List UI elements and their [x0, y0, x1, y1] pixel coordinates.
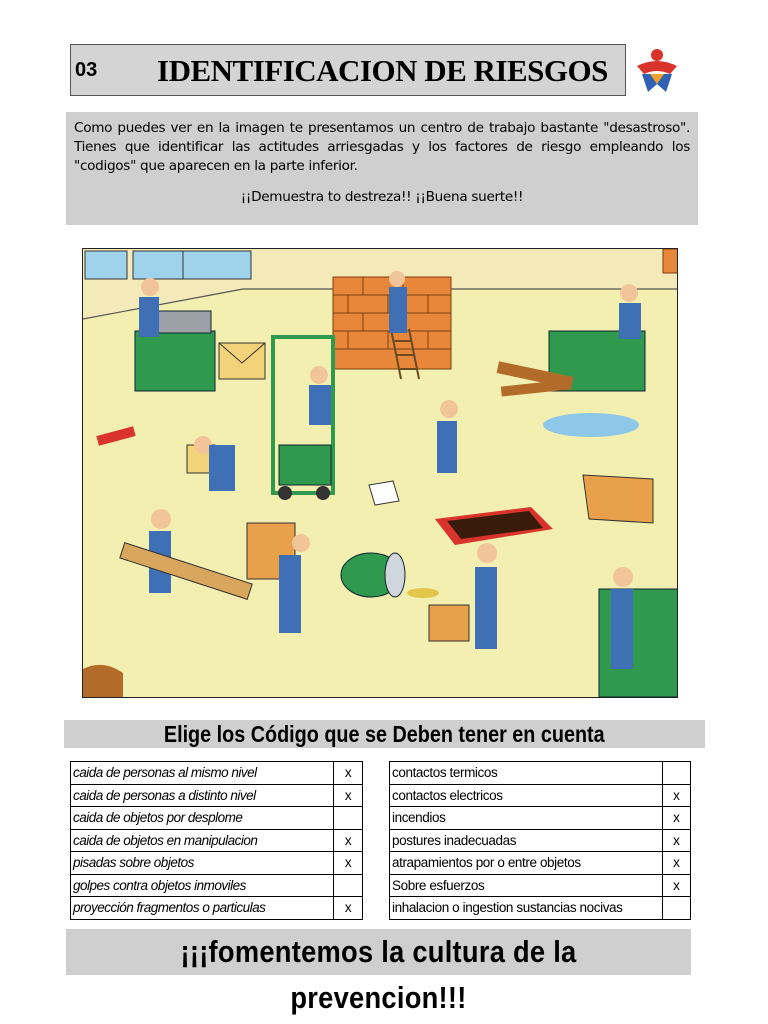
table-row [71, 874, 363, 897]
footer-slogan [66, 929, 691, 1015]
workplace-illustration [82, 248, 678, 698]
code-label: incendios [390, 807, 663, 830]
table-row [71, 829, 363, 852]
code-label: contactos electricos [390, 784, 663, 807]
page-title: IDENTIFICACION DE RIESGOS [157, 53, 608, 88]
code-mark[interactable]: x [662, 852, 690, 875]
code-label: inhalacion o ingestion sustancias nocivas [390, 897, 663, 920]
code-mark[interactable]: x [334, 852, 363, 875]
code-mark[interactable]: x [334, 829, 363, 852]
header-title-box [70, 44, 626, 96]
code-label: pisadas sobre objetos [71, 852, 334, 875]
code-mark[interactable]: x [334, 897, 363, 920]
table-row [390, 829, 691, 852]
codes-table-right [389, 761, 691, 920]
table-row [390, 762, 691, 785]
intro-cheer: ¡¡Demuestra to destreza!! ¡¡Buena suerte!! [240, 189, 524, 205]
table-row [71, 762, 363, 785]
code-mark[interactable]: x [662, 829, 690, 852]
code-mark[interactable]: x [662, 807, 690, 830]
table-row [71, 807, 363, 830]
code-label: caida de objetos por desplome [71, 807, 334, 830]
code-mark[interactable]: x [334, 784, 363, 807]
code-label: golpes contra objetos inmoviles [71, 874, 334, 897]
code-label: contactos termicos [390, 762, 663, 785]
table-row [71, 784, 363, 807]
code-label: caida de objetos en manipulacion [71, 829, 334, 852]
safety-logo-icon [632, 44, 682, 96]
code-mark[interactable] [662, 762, 690, 785]
code-mark[interactable]: x [662, 874, 690, 897]
code-mark[interactable]: x [334, 762, 363, 785]
section-title [64, 720, 705, 748]
sheet-number: 03 [75, 59, 98, 81]
table-row [71, 897, 363, 920]
code-mark[interactable] [334, 807, 363, 830]
code-label: Sobre esfuerzos [390, 874, 663, 897]
intro-text: Como puedes ver en la imagen te presentamos un centro de trabajo bastante "desastroso". Tienes que identificar las actitudes arriesgadas y los factores de riesgo empleando los "codigos" que aparecen en la parte inferior. [74, 120, 690, 174]
code-label: atrapamientos por o entre objetos [390, 852, 663, 875]
code-label: caida de personas al mismo nivel [71, 762, 334, 785]
code-mark[interactable] [662, 897, 690, 920]
footer-slogan-text: ¡¡¡fomentemos la cultura de la prevencion!!! [180, 934, 577, 1015]
code-label: postures inadecuadas [390, 829, 663, 852]
table-row [390, 852, 691, 875]
codes-table-left [70, 761, 363, 920]
code-label: caida de personas a distinto nivel [71, 784, 334, 807]
table-row [71, 852, 363, 875]
section-title-text: Elige los Código que se Deben tener en cuenta [164, 721, 605, 747]
code-mark[interactable] [334, 874, 363, 897]
code-mark[interactable]: x [662, 784, 690, 807]
table-row [390, 807, 691, 830]
table-row [390, 897, 691, 920]
workplace-hazards-icon [83, 249, 678, 698]
table-row [390, 784, 691, 807]
intro-panel [66, 112, 698, 225]
code-label: proyección fragmentos o particulas [71, 897, 334, 920]
table-row [390, 874, 691, 897]
